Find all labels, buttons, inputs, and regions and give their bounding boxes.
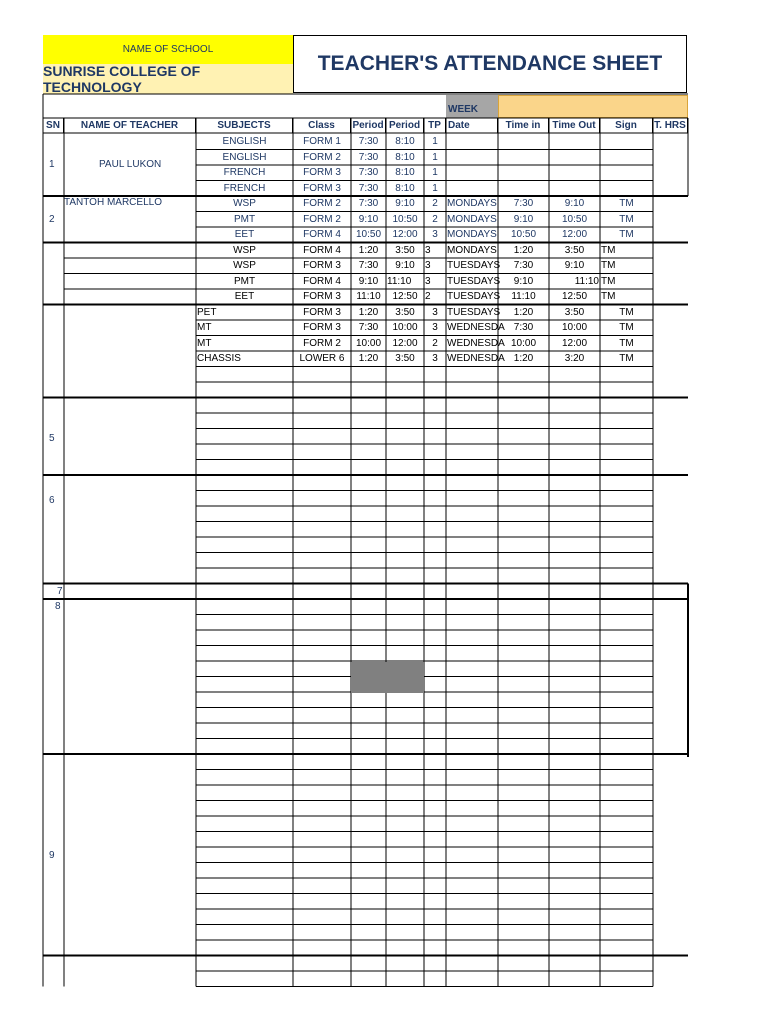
cell-time-in[interactable]: 1:20 xyxy=(513,244,534,256)
cell-sign[interactable] xyxy=(600,165,653,181)
cell-period-start[interactable]: 1:20 xyxy=(358,244,379,256)
sn-number: 9 xyxy=(49,850,55,861)
shaded-cell xyxy=(351,662,386,693)
cell-period-start[interactable]: 7:30 xyxy=(358,260,379,271)
cell-time-out[interactable]: 3:20 xyxy=(564,353,585,364)
cell-sign[interactable]: TM xyxy=(619,229,634,240)
cell-tp[interactable]: 3 xyxy=(432,229,438,240)
cell-date[interactable]: TUESDAYS xyxy=(447,291,501,302)
cell-date[interactable] xyxy=(446,150,498,166)
cell-time-out[interactable]: 3:50 xyxy=(564,244,585,256)
cell-period-end[interactable]: 9:10 xyxy=(395,198,415,209)
cell-t-hrs[interactable] xyxy=(653,212,688,228)
cell-sign[interactable] xyxy=(600,134,653,150)
cell-subject[interactable]: EET xyxy=(234,229,255,240)
cell-tp[interactable]: 3 xyxy=(432,353,438,364)
cell-t-hrs[interactable] xyxy=(653,134,688,150)
cell-time-in[interactable]: 9:10 xyxy=(513,275,534,287)
cell-time-in[interactable]: 1:20 xyxy=(513,353,534,364)
column-header: Date xyxy=(446,118,498,133)
cell-class[interactable]: FORM 3 xyxy=(303,260,341,271)
cell-date[interactable]: MONDAYS xyxy=(447,229,497,240)
cell-tp[interactable]: 3 xyxy=(432,322,438,333)
cell-time-out[interactable]: 9:10 xyxy=(564,198,585,209)
cell-period-end[interactable]: 9:10 xyxy=(395,260,415,271)
cell-subject[interactable]: FRENCH xyxy=(223,167,266,178)
cell-class[interactable]: FORM 4 xyxy=(303,244,341,256)
cell-period-end[interactable]: 3:50 xyxy=(395,244,415,256)
column-header: Period xyxy=(386,118,424,133)
shaded-cell xyxy=(386,662,424,693)
cell-class[interactable]: FORM 1 xyxy=(303,136,341,147)
column-header: SN xyxy=(43,118,64,133)
cell-class[interactable]: FORM 3 xyxy=(303,306,341,318)
cell-tp[interactable]: 2 xyxy=(432,213,438,225)
cell-time-out[interactable] xyxy=(549,165,600,181)
cell-t-hrs[interactable] xyxy=(653,351,688,367)
cell-sign[interactable]: TM xyxy=(619,213,634,225)
cell-time-in[interactable]: 1:20 xyxy=(513,306,534,318)
cell-period-end[interactable]: 11:10 xyxy=(387,275,412,287)
cell-date[interactable]: WEDNESDA xyxy=(447,353,505,364)
cell-t-hrs[interactable] xyxy=(653,181,688,197)
column-header: Sign xyxy=(600,118,653,133)
cell-class[interactable]: FORM 2 xyxy=(303,213,341,225)
column-header: SUBJECTS xyxy=(196,118,293,133)
cell-time-in[interactable]: 7:30 xyxy=(513,322,534,333)
cell-date[interactable] xyxy=(446,165,498,181)
cell-tp[interactable]: 2 xyxy=(432,198,438,209)
cell-subject[interactable]: WSP xyxy=(233,244,256,256)
cell-t-hrs[interactable] xyxy=(653,305,688,321)
sn-number: 1 xyxy=(49,159,55,170)
cell-period-start[interactable]: 7:30 xyxy=(358,322,379,333)
cell-sign[interactable] xyxy=(600,150,653,166)
cell-sign[interactable]: TM xyxy=(619,322,634,333)
cell-time-in[interactable] xyxy=(498,134,549,150)
cell-period-end[interactable]: 12:00 xyxy=(392,337,418,349)
cell-tp[interactable]: 3 xyxy=(425,260,431,271)
cell-t-hrs[interactable] xyxy=(653,336,688,352)
sn-number: 8 xyxy=(55,601,61,612)
column-header: Class xyxy=(293,118,351,133)
cell-period-end[interactable]: 3:50 xyxy=(395,306,415,318)
cell-period-end[interactable]: 8:10 xyxy=(395,136,415,147)
cell-subject[interactable]: CHASSIS xyxy=(197,353,241,364)
cell-date[interactable] xyxy=(446,134,498,150)
cell-time-out[interactable]: 10:50 xyxy=(561,213,588,225)
cell-class[interactable]: FORM 2 xyxy=(303,337,341,349)
cell-period-start[interactable]: 10:50 xyxy=(355,229,382,240)
cell-class[interactable]: FORM 3 xyxy=(303,322,341,333)
sn-number: 5 xyxy=(49,433,55,444)
cell-period-end[interactable]: 8:10 xyxy=(395,151,415,163)
sn-number: 2 xyxy=(49,214,55,225)
teacher-name[interactable]: TANTOH MARCELLO xyxy=(64,197,162,208)
column-header: Time Out xyxy=(549,118,600,133)
sn-number: 6 xyxy=(49,495,55,506)
column-header: T. HRS xyxy=(653,118,688,133)
cell-tp[interactable]: 1 xyxy=(432,136,438,147)
cell-time-out[interactable]: 3:50 xyxy=(564,306,585,318)
cell-period-end[interactable]: 12:00 xyxy=(392,229,418,240)
cell-sign[interactable]: TM xyxy=(619,306,634,318)
cell-period-start[interactable]: 7:30 xyxy=(358,167,379,178)
cell-date[interactable]: WEDNESDA xyxy=(447,322,505,333)
school-name[interactable]: SUNRISE COLLEGE OF TECHNOLOGY xyxy=(43,64,293,94)
cell-date[interactable]: WEDNESDA xyxy=(447,337,505,349)
school-label: NAME OF SCHOOL xyxy=(43,35,293,64)
cell-tp[interactable]: 2 xyxy=(425,291,431,302)
cell-tp[interactable]: 1 xyxy=(432,182,438,194)
cell-class[interactable]: FORM 3 xyxy=(303,167,341,178)
cell-date[interactable]: TUESDAYS xyxy=(447,260,501,271)
cell-time-out[interactable] xyxy=(549,134,600,150)
cell-period-start[interactable]: 1:20 xyxy=(358,353,379,364)
sheet-title: TEACHER'S ATTENDANCE SHEET xyxy=(293,35,687,93)
cell-time-out[interactable] xyxy=(549,150,600,166)
cell-time-in[interactable] xyxy=(498,165,549,181)
cell-subject[interactable]: PMT xyxy=(233,275,256,287)
cell-period-start[interactable]: 9:10 xyxy=(358,275,379,287)
cell-time-in[interactable]: 11:10 xyxy=(511,291,536,302)
cell-sign[interactable]: TM xyxy=(619,353,634,364)
cell-sign[interactable]: TM xyxy=(619,198,634,209)
cell-period-end[interactable]: 12:50 xyxy=(392,291,418,302)
cell-class[interactable]: LOWER 6 xyxy=(299,353,345,364)
cell-period-end[interactable]: 10:50 xyxy=(392,213,418,225)
cell-class[interactable]: FORM 3 xyxy=(303,182,341,194)
teacher-name[interactable]: PAUL LUKON xyxy=(99,159,162,170)
cell-time-in[interactable]: 10:50 xyxy=(510,229,537,240)
column-header: Period xyxy=(351,118,386,133)
cell-time-out[interactable]: 11:10 xyxy=(574,275,599,287)
cell-time-out[interactable]: 12:00 xyxy=(561,337,588,349)
cell-t-hrs[interactable] xyxy=(653,274,688,290)
cell-period-end[interactable]: 3:50 xyxy=(395,353,415,364)
cell-date[interactable]: TUESDAYS xyxy=(447,275,501,287)
cell-subject[interactable]: PMT xyxy=(233,213,256,225)
column-header: TP xyxy=(424,118,446,133)
cell-period-start[interactable]: 7:30 xyxy=(358,151,379,163)
cell-tp[interactable]: 1 xyxy=(432,151,438,163)
cell-subject[interactable]: FRENCH xyxy=(223,182,266,194)
cell-class[interactable]: FORM 2 xyxy=(303,151,341,163)
cell-t-hrs[interactable] xyxy=(653,258,688,274)
cell-class[interactable]: FORM 3 xyxy=(303,291,341,302)
cell-subject[interactable]: PET xyxy=(197,306,217,318)
cell-time-in[interactable]: 7:30 xyxy=(513,198,534,209)
cell-period-start[interactable]: 1:20 xyxy=(358,306,379,318)
cell-time-out[interactable] xyxy=(549,181,600,197)
cell-class[interactable]: FORM 4 xyxy=(303,275,341,287)
cell-sign[interactable]: TM xyxy=(601,260,616,271)
cell-tp[interactable]: 3 xyxy=(425,244,431,256)
cell-class[interactable]: FORM 2 xyxy=(303,198,341,209)
cell-sign[interactable]: TM xyxy=(601,275,616,287)
cell-t-hrs[interactable] xyxy=(653,243,688,259)
cell-sign[interactable]: TM xyxy=(601,244,616,256)
cell-subject[interactable]: WSP xyxy=(233,198,256,209)
cell-subject[interactable]: MT xyxy=(197,322,212,333)
cell-period-start[interactable]: 7:30 xyxy=(358,136,379,147)
cell-time-in[interactable] xyxy=(498,150,549,166)
cell-subject[interactable]: WSP xyxy=(233,260,256,271)
column-header: Time in xyxy=(498,118,549,133)
sn-number: 7 xyxy=(57,586,63,597)
week-label: WEEK xyxy=(446,95,498,118)
cell-time-out[interactable]: 12:50 xyxy=(561,291,588,302)
cell-period-end[interactable]: 8:10 xyxy=(395,167,415,178)
cell-time-in[interactable]: 10:00 xyxy=(510,337,537,349)
cell-time-in[interactable] xyxy=(498,181,549,197)
cell-period-start[interactable]: 7:30 xyxy=(358,182,379,194)
cell-date[interactable] xyxy=(446,181,498,197)
cell-sign[interactable]: TM xyxy=(619,337,634,349)
cell-class[interactable]: FORM 4 xyxy=(303,229,341,240)
cell-date[interactable]: MONDAYS xyxy=(447,244,497,256)
cell-date[interactable]: TUESDAYS xyxy=(447,306,501,318)
cell-subject[interactable]: ENGLISH xyxy=(222,136,267,147)
column-header: NAME OF TEACHER xyxy=(64,118,196,133)
cell-t-hrs[interactable] xyxy=(653,165,688,181)
cell-time-in[interactable]: 9:10 xyxy=(513,213,534,225)
cell-period-start[interactable]: 7:30 xyxy=(358,198,379,209)
cell-subject[interactable]: MT xyxy=(197,337,212,349)
cell-period-end[interactable]: 10:00 xyxy=(392,322,418,333)
cell-period-start[interactable]: 9:10 xyxy=(358,213,379,225)
cell-tp[interactable]: 1 xyxy=(432,167,438,178)
cell-time-out[interactable]: 12:00 xyxy=(561,229,588,240)
cell-period-start[interactable]: 11:10 xyxy=(356,291,381,302)
cell-t-hrs[interactable] xyxy=(653,320,688,336)
cell-date[interactable]: MONDAYS xyxy=(447,213,497,225)
cell-t-hrs[interactable] xyxy=(653,150,688,166)
cell-sign[interactable] xyxy=(600,181,653,197)
cell-period-end[interactable]: 8:10 xyxy=(395,182,415,194)
cell-t-hrs[interactable] xyxy=(653,227,688,243)
cell-tp[interactable]: 2 xyxy=(432,337,438,349)
cell-time-in[interactable]: 7:30 xyxy=(513,260,534,271)
cell-t-hrs[interactable] xyxy=(653,289,688,305)
cell-sign[interactable]: TM xyxy=(601,291,616,302)
cell-tp[interactable]: 3 xyxy=(425,275,431,287)
cell-time-out[interactable]: 10:00 xyxy=(561,322,588,333)
cell-tp[interactable]: 3 xyxy=(432,306,438,318)
cell-subject[interactable]: ENGLISH xyxy=(222,151,267,163)
cell-time-out[interactable]: 9:10 xyxy=(564,260,585,271)
cell-subject[interactable]: EET xyxy=(234,291,255,302)
cell-period-start[interactable]: 10:00 xyxy=(355,337,382,349)
cell-t-hrs[interactable] xyxy=(653,196,688,212)
cell-date[interactable]: MONDAYS xyxy=(447,198,497,209)
